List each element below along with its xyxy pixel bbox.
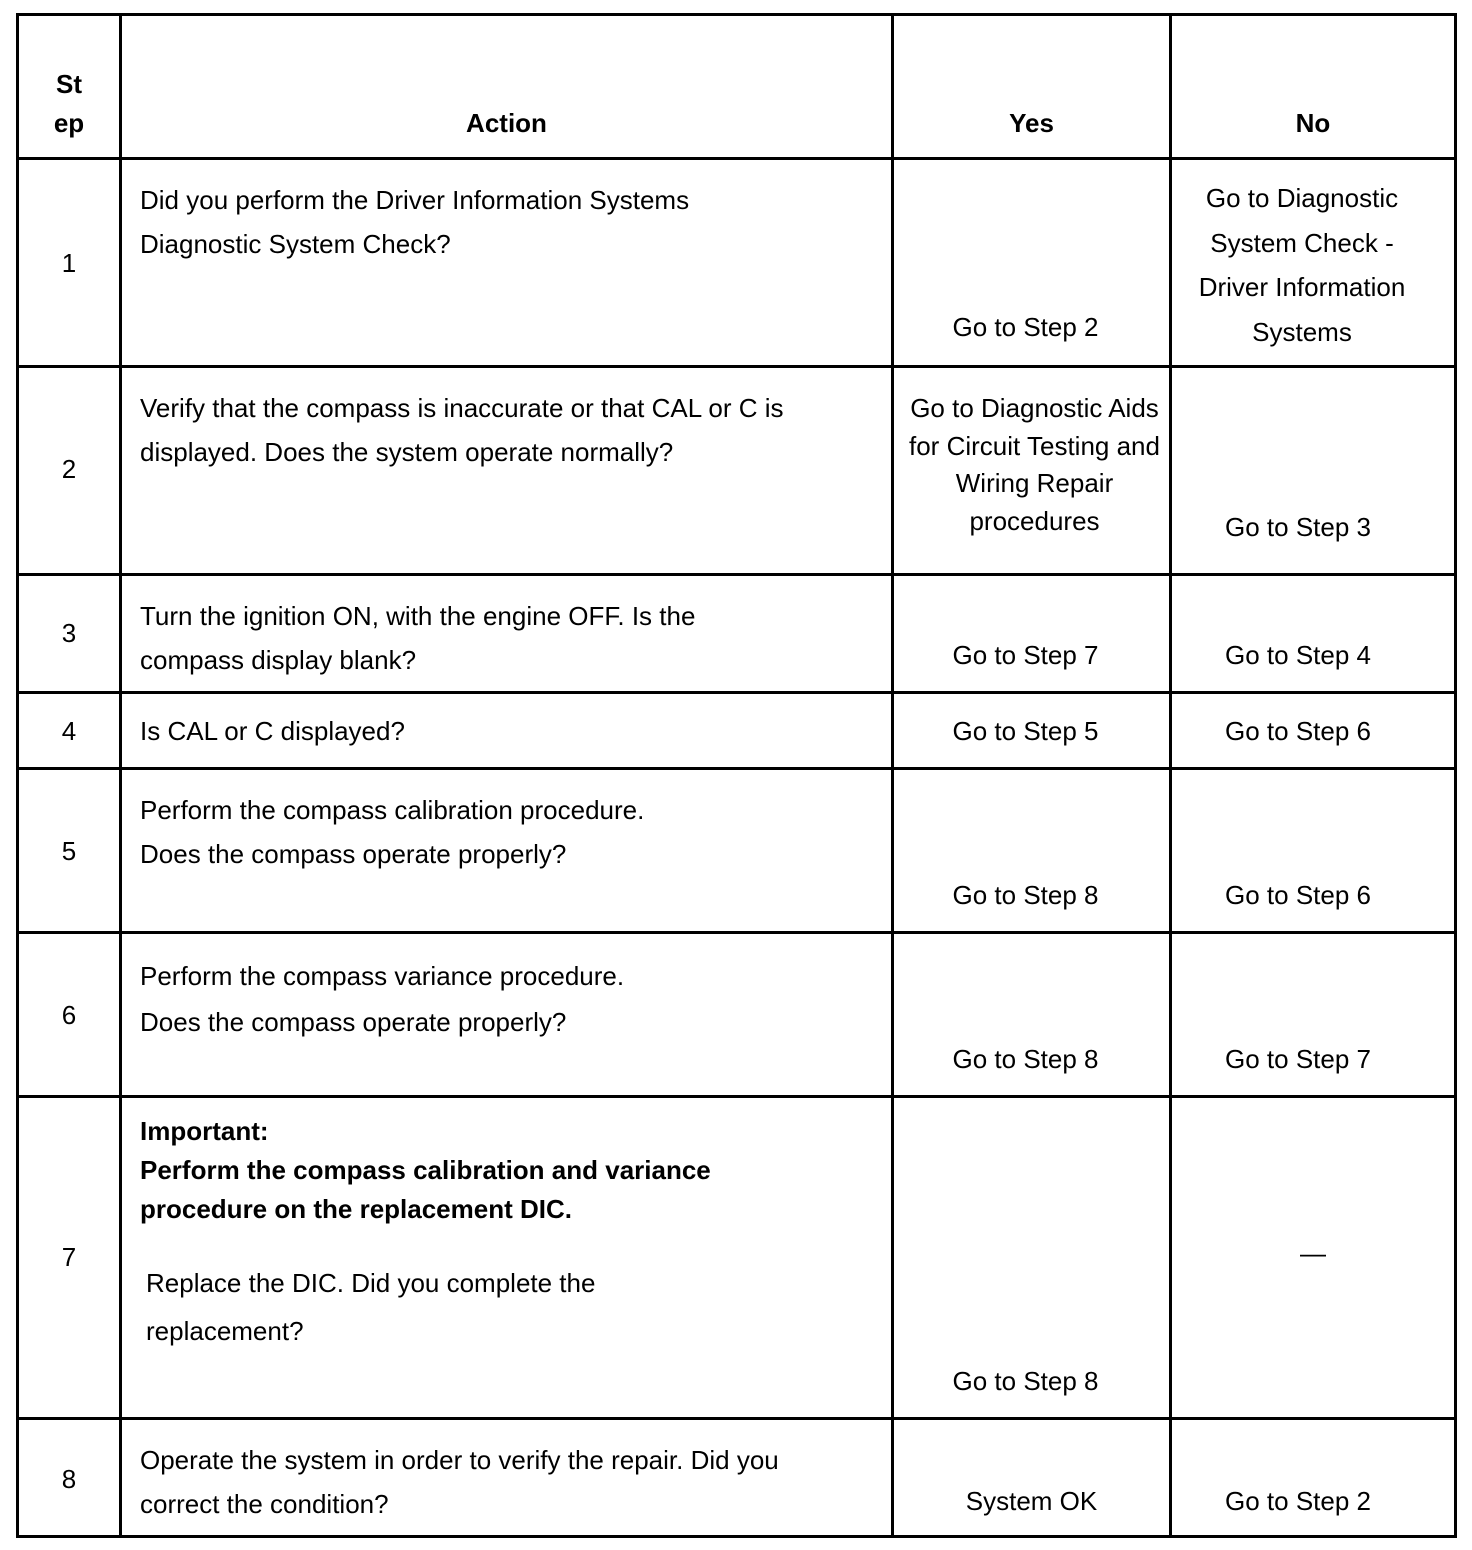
action-text: Did you perform the Driver Information Systems Diagnostic System Check? (140, 185, 690, 259)
header-step-label: St ep (53, 69, 85, 138)
step-cell (18, 933, 121, 1097)
yes-cell (893, 769, 1171, 933)
action-cell (121, 367, 893, 575)
step-number: 4 (61, 716, 77, 746)
yes-text: Go to Step 8 (952, 1366, 1099, 1396)
action-cell (121, 769, 893, 933)
no-text: Go to Step 2 (1225, 1486, 1371, 1516)
action-cell (121, 575, 893, 693)
step-number: 7 (61, 1242, 77, 1272)
action-cell (121, 933, 893, 1097)
no-cell (1171, 769, 1456, 933)
header-yes (893, 15, 1171, 159)
no-text: — (1300, 1238, 1326, 1268)
no-text: Go to Step 7 (1225, 1044, 1371, 1074)
header-no (1171, 15, 1456, 159)
diagnostic-table (16, 13, 1457, 1538)
step-cell (18, 575, 121, 693)
no-text: Go to Step 4 (1225, 640, 1371, 670)
no-text: Go to Step 6 (1225, 716, 1371, 746)
table-row (18, 1419, 1456, 1537)
yes-text: Go to Step 5 (952, 716, 1099, 746)
yes-text: System OK (965, 1486, 1098, 1516)
action-question: Does the compass operate properly? (140, 839, 567, 869)
yes-text: Go to Step 2 (952, 312, 1099, 342)
step-number: 2 (61, 454, 77, 484)
step-cell (18, 693, 121, 769)
action-question: Does the compass operate properly? (140, 1007, 567, 1037)
yes-cell (893, 367, 1171, 575)
no-cell (1171, 933, 1456, 1097)
important-label: Important: (140, 1116, 269, 1146)
step-cell (18, 1419, 121, 1537)
step-number: 6 (61, 1000, 77, 1030)
yes-text: Go to Step 7 (952, 640, 1099, 670)
no-cell (1171, 1419, 1456, 1537)
header-action (121, 15, 893, 159)
header-yes-label: Yes (1009, 108, 1054, 138)
header-row (18, 15, 1456, 159)
action-cell (121, 693, 893, 769)
table-row (18, 159, 1456, 367)
important-text: Perform the compass calibration and variance procedure on the replacement DIC. (140, 1155, 711, 1224)
action-text: Turn the ignition ON, with the engine OFF. Is the compass display blank? (140, 601, 696, 675)
no-cell (1171, 1097, 1456, 1419)
header-action-label: Action (466, 108, 547, 138)
action-cell (121, 159, 893, 367)
no-cell (1171, 367, 1456, 575)
action-text: Perform the compass variance procedure. (140, 961, 625, 991)
yes-cell (893, 159, 1171, 367)
table-row (18, 769, 1456, 933)
step-number: 3 (61, 618, 77, 648)
table-row (18, 1097, 1456, 1419)
action-cell (121, 1419, 893, 1537)
no-text: Go to Diagnostic System Check - Driver Information Systems (1198, 183, 1406, 347)
no-text: Go to Step 3 (1225, 512, 1371, 542)
step-number: 5 (61, 836, 77, 866)
step-cell (18, 769, 121, 933)
yes-text: Go to Diagnostic Aids for Circuit Testing and Wiring Repair procedures (909, 393, 1160, 536)
yes-cell (893, 1097, 1171, 1419)
action-text: Operate the system in order to verify the repair. Did you correct the condition? (140, 1445, 779, 1519)
table-row (18, 367, 1456, 575)
no-cell (1171, 575, 1456, 693)
yes-cell (893, 575, 1171, 693)
step-cell (18, 159, 121, 367)
action-text: Replace the DIC. Did you complete the replacement? (146, 1268, 596, 1346)
step-number: 1 (61, 248, 77, 278)
yes-cell (893, 693, 1171, 769)
table-row (18, 933, 1456, 1097)
step-cell (18, 367, 121, 575)
action-text: Perform the compass calibration procedure. (140, 795, 645, 825)
step-number: 8 (61, 1464, 77, 1494)
no-cell (1171, 159, 1456, 367)
yes-cell (893, 933, 1171, 1097)
action-cell (121, 1097, 893, 1419)
no-text: Go to Step 6 (1225, 880, 1371, 910)
step-cell (18, 1097, 121, 1419)
yes-text: Go to Step 8 (952, 1044, 1099, 1074)
header-step (18, 15, 121, 159)
action-text: Is CAL or C displayed? (140, 716, 405, 746)
yes-text: Go to Step 8 (952, 880, 1099, 910)
table-row (18, 575, 1456, 693)
yes-cell (893, 1419, 1171, 1537)
no-cell (1171, 693, 1456, 769)
table-row (18, 693, 1456, 769)
header-no-label: No (1295, 108, 1331, 138)
action-text: Verify that the compass is inaccurate or that CAL or C is displayed. Does the system operate normally? (140, 393, 784, 467)
